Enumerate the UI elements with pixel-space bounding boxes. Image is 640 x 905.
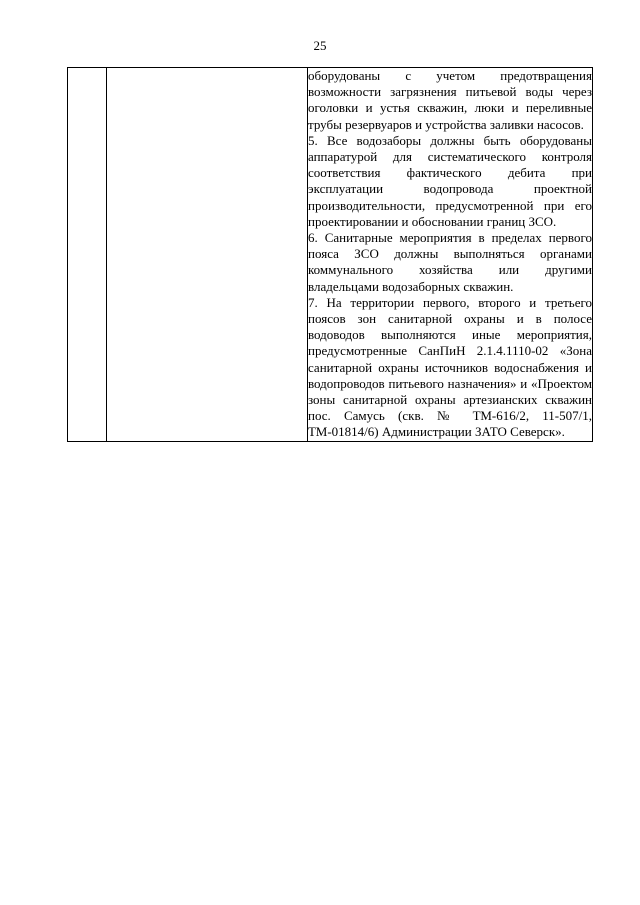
table-row bbox=[68, 68, 593, 442]
paragraph-item-6: 6. Санитарные мероприятия в пределах первого пояса ЗСО должны выполняться органами коммунального хозяйства или другими владельцами водозаборных скважин. bbox=[308, 230, 592, 294]
row-name-cell bbox=[107, 68, 308, 442]
row-text-cell bbox=[308, 68, 593, 442]
page-number: 25 bbox=[313, 38, 327, 53]
document-table bbox=[67, 67, 593, 442]
paragraph-item-5: 5. Все водозаборы должны быть оборудованы аппаратурой для систематического контроля соответствия фактического дебита при эксплуатации водопровода проектной производительности, предусмотренной при его проектировании и обосновании границ ЗСО. bbox=[308, 132, 592, 229]
paragraph-continuation: оборудованы с учетом предотвращения возможности загрязнения питьевой воды через оголовки и устья скважин, люки и переливные трубы резервуаров и устройства заливки насосов. bbox=[308, 68, 592, 132]
row-number-cell bbox=[68, 68, 107, 442]
paragraph-item-7: 7. На территории первого, второго и третьего поясов зон санитарной охраны и в полосе водоводов выполняются иные мероприятия, предусмотренные СанПиН 2.1.4.1110-02 «Зона санитарной охраны источников водоснабжения и водопроводов питьевого назначения» и «Проектом зоны санитарной охраны артезианских скважин пос. Самусь (скв. № ТМ-616/2, 11-507/1, ТМ-01814/6) Администрации ЗАТО Северск». bbox=[308, 294, 592, 440]
